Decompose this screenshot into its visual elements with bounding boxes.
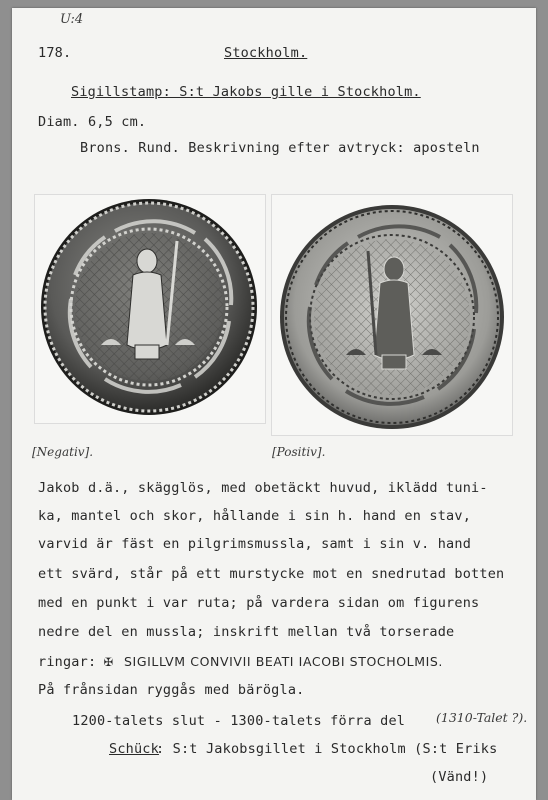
date-note: (1310-Talet ?). [436,710,528,725]
seal-positive-image [272,195,512,435]
diameter: Diam. 6,5 cm. [38,114,147,130]
archive-card [12,8,536,800]
body-line: nedre del en mussla; inskrift mellan två torserade [38,624,455,640]
body-line: ka, mantel och skor, hållande i sin h. hand en stav, [38,508,472,524]
date-line: 1200-talets slut - 1300-talets förra del [72,713,406,729]
reference-text: : S:t Jakobsgillet i Stockholm (S:t Eriks [156,741,498,757]
cross-symbol: ✠ [104,652,114,670]
archive-mark: U:4 [60,12,84,27]
seal-negative-image [35,195,265,423]
inscription-prefix: ringar: [38,654,97,670]
body-line: med en punkt i var ruta; på vardera sidan om figurens [38,595,480,611]
seal-photo-positive [271,194,513,436]
seal-photo-negative [34,194,266,424]
reference-author: Schück [109,741,159,757]
reverse-line: På frånsidan ryggås med bärögla. [38,682,305,698]
body-line: Jakob d.ä., skägglös, med obetäckt huvud, iklädd tuni- [38,480,488,496]
place-heading: Stockholm. [224,45,308,61]
turn-over-note: (Vänd!) [430,769,489,785]
caption-positive: [Positiv]. [272,445,326,459]
body-line: ett svärd, står på ett murstycke mot en snedrutad botten [38,566,505,582]
caption-negative: [Negativ]. [32,445,94,459]
card-number: 178. [38,45,72,61]
inscription-text: SIGILLVM CONVIVII BEATI IACOBI STOCHOLMIS. [124,654,443,669]
card-title: Sigillstamp: S:t Jakobs gille i Stockholm. [71,84,421,100]
intro-line: Brons. Rund. Beskrivning efter avtryck: aposteln [80,140,480,156]
body-line: varvid är fäst en pilgrimsmussla, samt i sin v. hand [38,536,472,552]
